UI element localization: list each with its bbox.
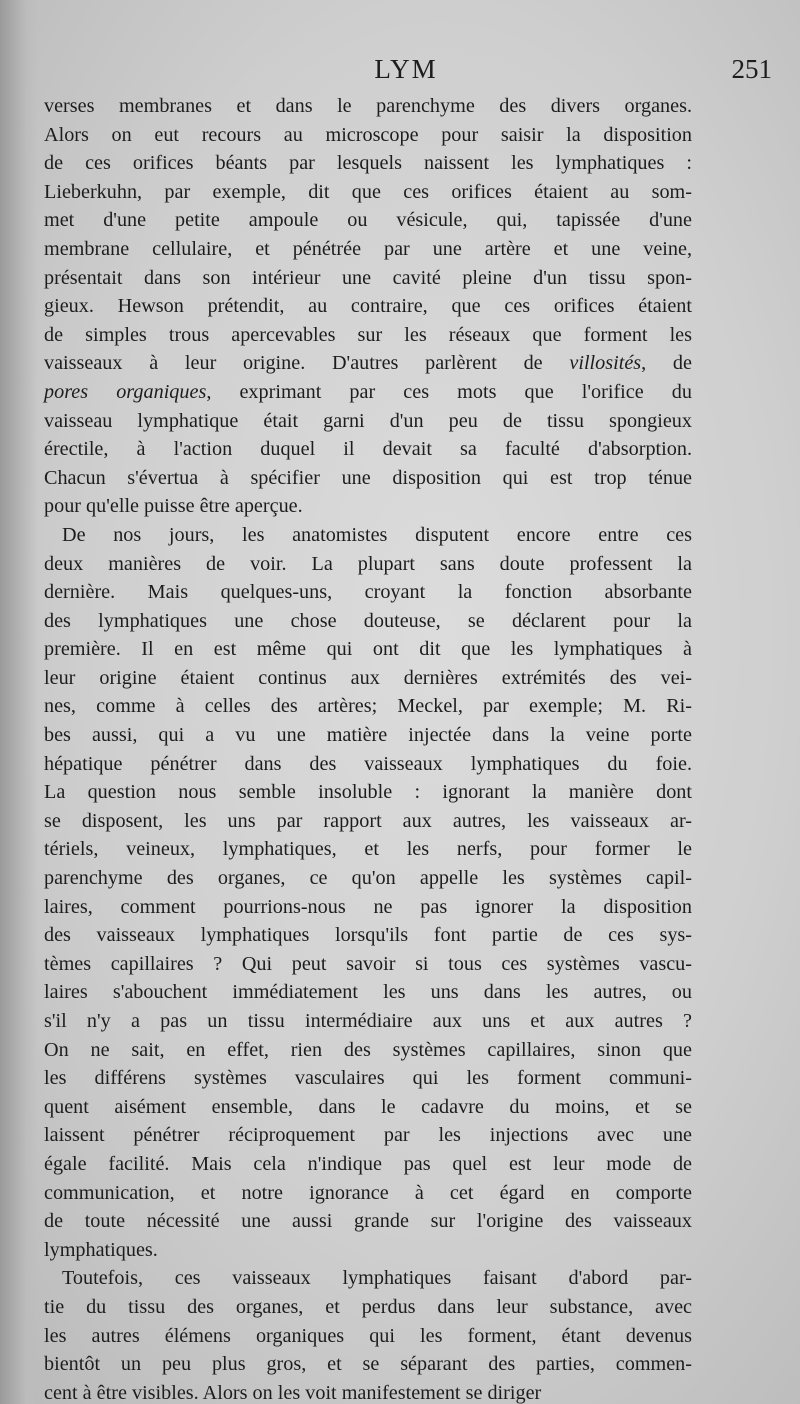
- text-line: Alors on eut recours au microscope pour saisir la disposition: [44, 123, 692, 146]
- text-line: s'il n'y a pas un tissu intermédiaire aux uns et aux autres ?: [44, 1010, 692, 1032]
- text-line: Toutefois, ces vaisseaux lymphatiques faisant d'abord par-: [62, 1267, 692, 1290]
- paragraph: [44, 92, 692, 521]
- text-line: de simples trous apercevables sur les réseaux que forment les: [44, 323, 692, 346]
- text-line: hépatique pénétrer dans des vaisseaux lymphatiques du foie.: [44, 752, 692, 775]
- running-head: LYM: [374, 54, 438, 84]
- text-line: gieux. Hewson prétendit, au contraire, que ces orifices étaient: [44, 295, 692, 318]
- text-line: pour qu'elle puisse être aperçue.: [44, 495, 303, 518]
- text-line: vaisseaux à leur origine. D'autres parlèrent de villosités, de: [44, 352, 692, 375]
- text-line: égale facilité. Mais cela n'indique pas quel est leur mode de: [44, 1152, 692, 1175]
- text-line: Lieberkuhn, par exemple, dit que ces orifices étaient au som-: [44, 180, 692, 203]
- text-line: met d'une petite ampoule ou vésicule, qui, tapissée d'une: [44, 209, 692, 232]
- text-line: laires s'abouchent immédiatement les uns dans les autres, ou: [44, 981, 692, 1004]
- text-line: première. Il en est même qui ont dit que les lymphatiques à: [44, 638, 692, 661]
- text-line: On ne sait, en effet, rien des systèmes capillaires, sinon que: [44, 1038, 692, 1061]
- text-line: bes aussi, qui a vu une matière injectée dans la veine porte: [44, 724, 692, 747]
- text-line: des vaisseaux lymphatiques lorsqu'ils font partie de ces sys-: [44, 924, 692, 947]
- text-line: Chacun s'évertua à spécifier une disposition qui est trop ténue: [44, 466, 692, 489]
- text-line: De nos jours, les anatomistes disputent encore entre ces: [62, 523, 692, 546]
- paragraph: [44, 521, 692, 1264]
- text-line: les différens systèmes vasculaires qui les forment communi-: [44, 1067, 692, 1090]
- text-line: deux manières de voir. La plupart sans doute professent la: [44, 552, 692, 575]
- text-line: vaisseau lymphatique était garni d'un peu de tissu spongieux: [44, 409, 692, 432]
- text-line: La question nous semble insoluble : ignorant la manière dont: [44, 781, 692, 804]
- text-line: dernière. Mais quelques-uns, croyant la fonction absorbante: [44, 581, 692, 604]
- text-line: des lymphatiques une chose douteuse, se déclarent pour la: [44, 609, 692, 632]
- text-line: les autres élémens organiques qui les forment, étant devenus: [44, 1324, 692, 1347]
- page-number: 251: [731, 54, 772, 84]
- page-gutter-shadow: [0, 0, 38, 1404]
- text-line: laires, comment pourrions-nous ne pas ignorer la disposition: [44, 895, 692, 918]
- paragraph: [44, 1264, 692, 1404]
- text-line: membrane cellulaire, et pénétrée par une artère et une veine,: [44, 237, 692, 260]
- text-line: leur origine étaient continus aux dernières extrémités des vei-: [44, 666, 692, 689]
- text-line: se disposent, les uns par rapport aux autres, les vaisseaux ar-: [44, 809, 692, 832]
- text-line: quent aisément ensemble, dans le cadavre du moins, et se: [44, 1095, 692, 1118]
- text-line: bientôt un peu plus gros, et se séparant des parties, commen-: [44, 1353, 692, 1376]
- text-line: de ces orifices béants par lesquels naissent les lymphatiques :: [44, 152, 692, 175]
- body-text: [44, 92, 692, 1404]
- text-line: tériels, veineux, lymphatiques, et les nerfs, pour former le: [44, 838, 692, 861]
- text-line: nes, comme à celles des artères; Meckel, par exemple; M. Ri-: [44, 695, 692, 718]
- text-line: de toute nécessité une aussi grande sur l'origine des vaisseaux: [44, 1210, 692, 1233]
- text-line: présentait dans son intérieur une cavité pleine d'un tissu spon-: [44, 266, 692, 289]
- text-line: verses membranes et dans le parenchyme des divers organes.: [44, 95, 692, 117]
- text-line: érectile, à l'action duquel il devait sa faculté d'absorption.: [44, 438, 692, 461]
- text-line: tèmes capillaires ? Qui peut savoir si tous ces systèmes vascu-: [44, 952, 692, 975]
- text-line: tie du tissu des organes, et perdus dans leur substance, avec: [44, 1295, 692, 1318]
- page-header: [40, 54, 772, 94]
- text-line: communication, et notre ignorance à cet égard en comporte: [44, 1181, 692, 1204]
- text-line: lymphatiques.: [44, 1238, 158, 1261]
- text-line: pores organiques, exprimant par ces mots que l'orifice du: [44, 380, 692, 403]
- text-line: parenchyme des organes, ce qu'on appelle les systèmes capil-: [44, 867, 692, 890]
- text-line: cent à être visibles. Alors on les voit manifestement se diriger: [44, 1381, 542, 1404]
- text-line: laissent pénétrer réciproquement par les injections avec une: [44, 1124, 692, 1147]
